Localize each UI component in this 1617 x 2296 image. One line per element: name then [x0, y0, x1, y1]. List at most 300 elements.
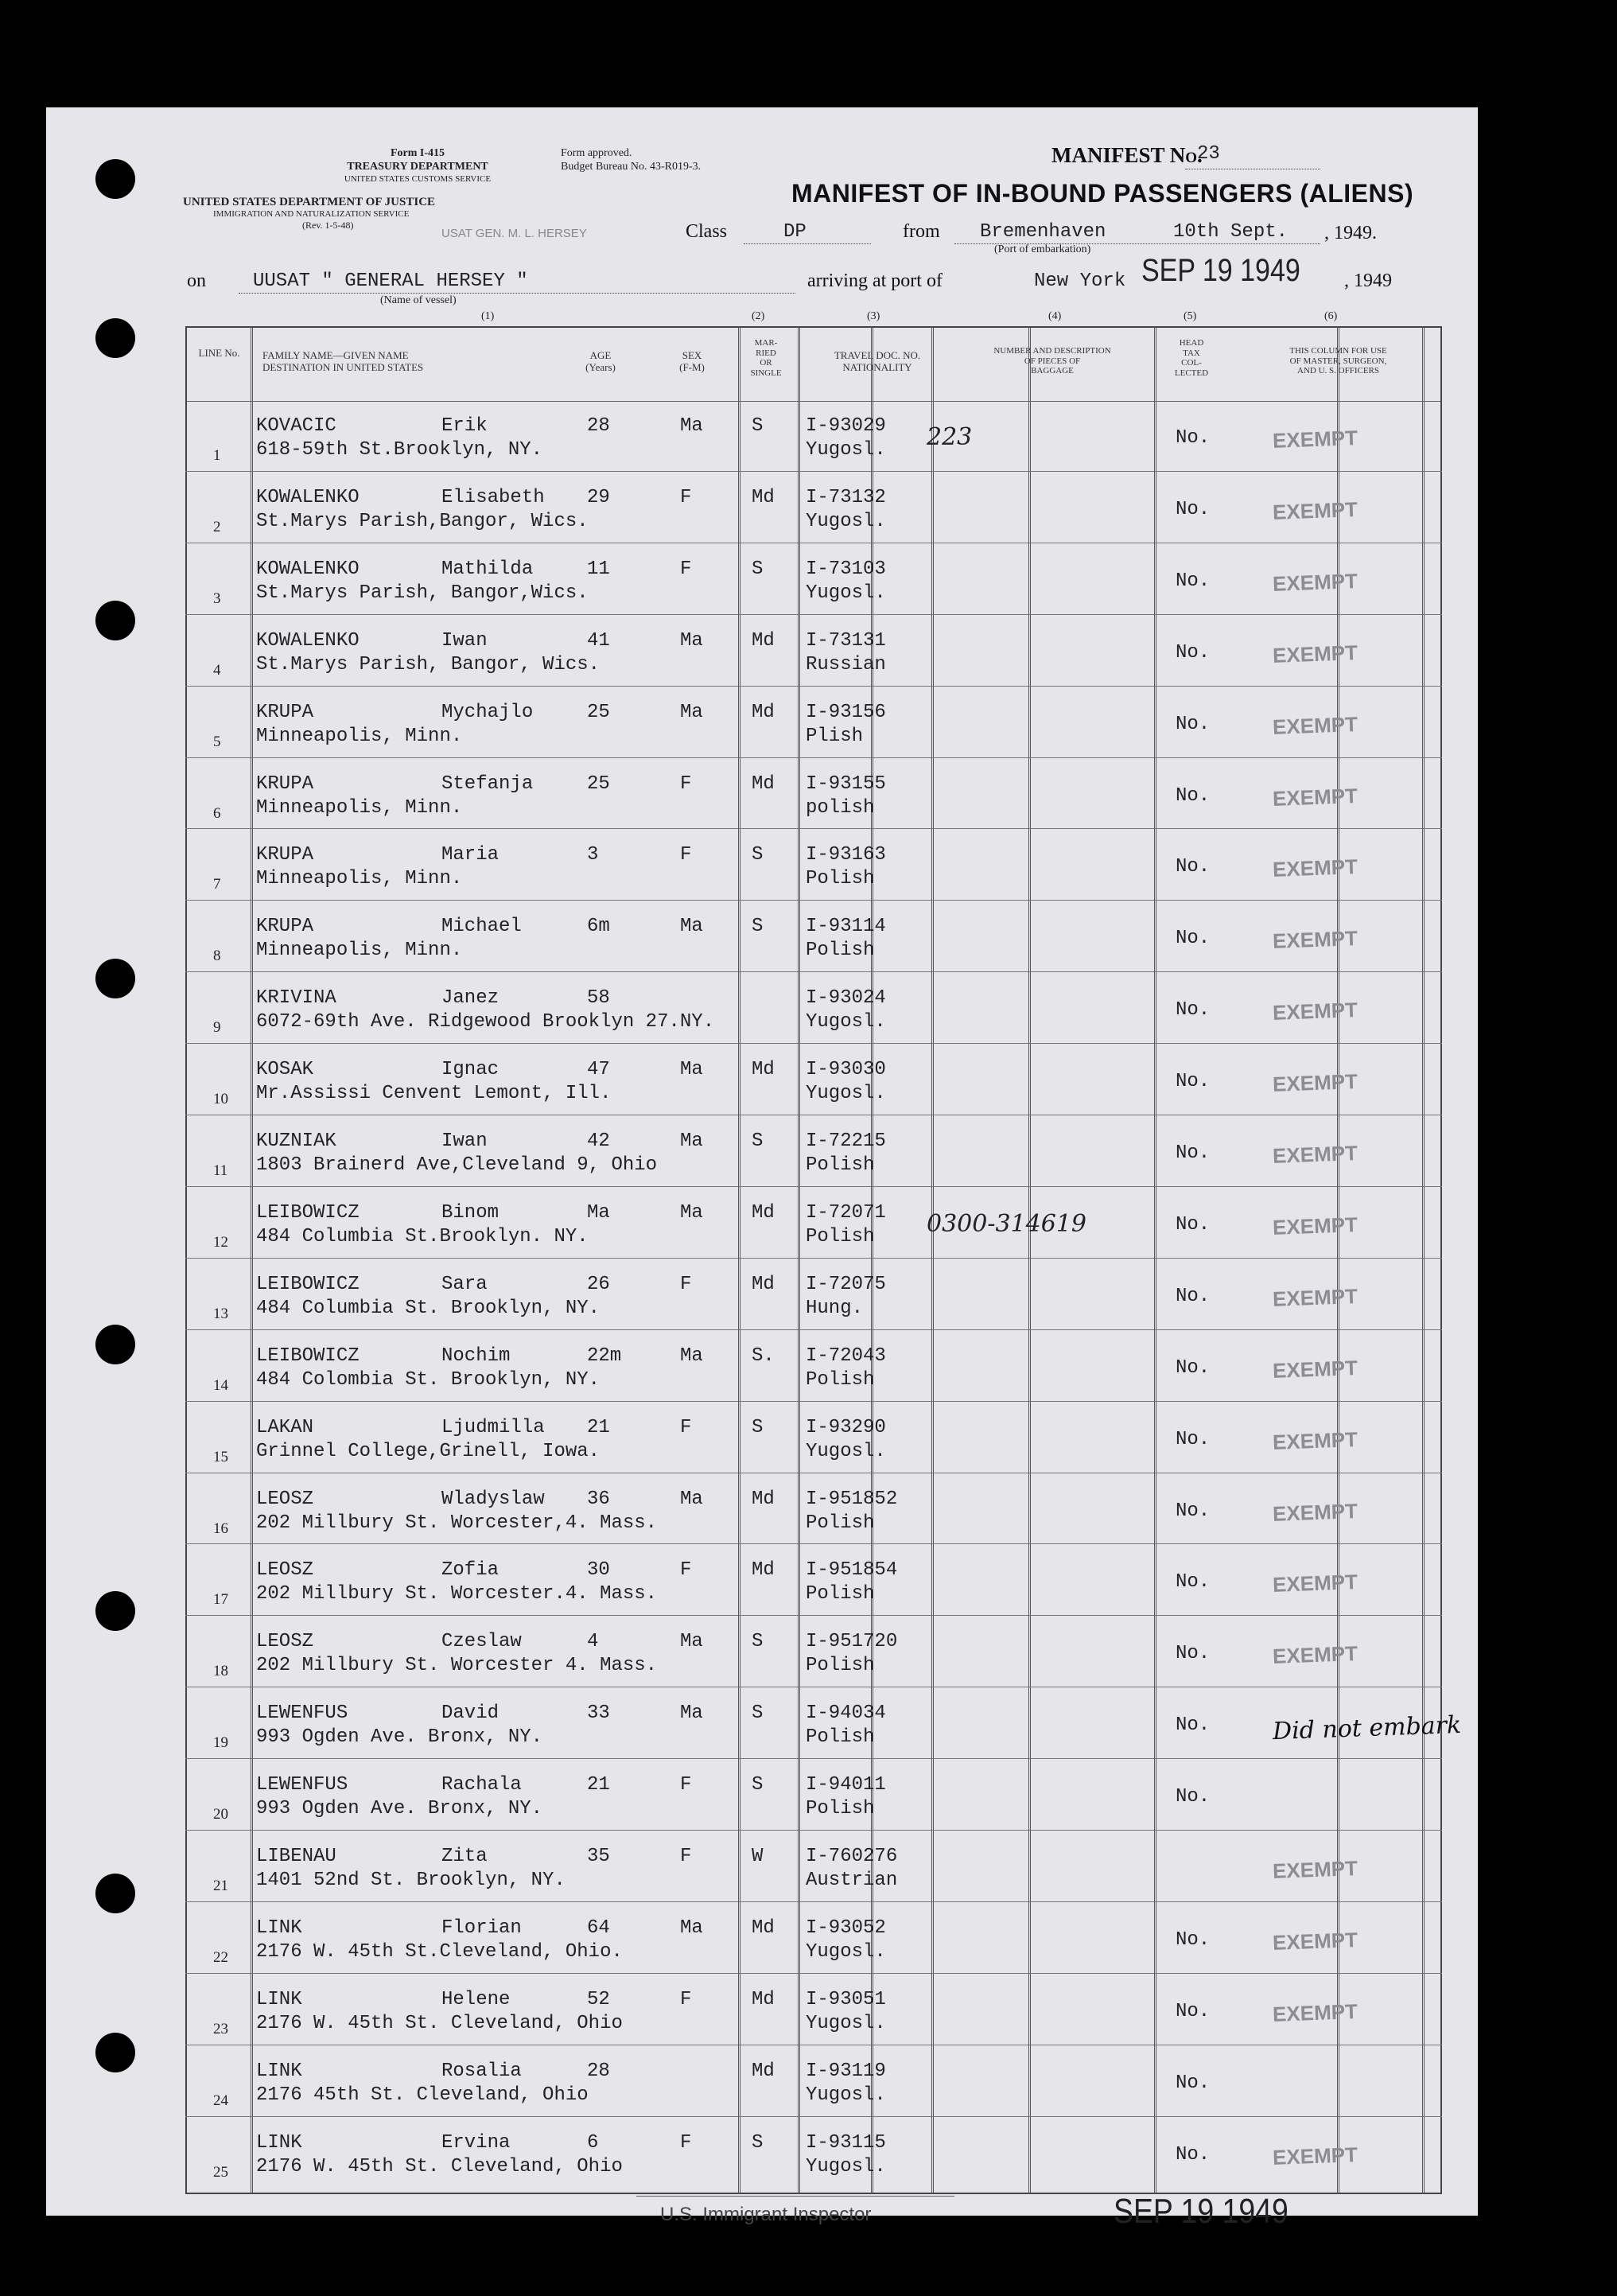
binder-hole	[95, 2033, 135, 2072]
marital-status: Md	[752, 772, 775, 795]
travel-doc-no: I-93030	[806, 1059, 886, 1081]
age: 6	[587, 2131, 599, 2154]
head-tax: No.	[1176, 1643, 1211, 1665]
arriving-label: arriving at port of	[807, 270, 943, 291]
colnum-3: (3)	[867, 310, 880, 322]
given-name: Czeslaw	[441, 1631, 522, 1653]
nationality: Polish	[806, 1655, 875, 1677]
baggage: 223	[927, 423, 973, 451]
vessel-stamp: USAT GEN. M. L. HERSEY	[441, 227, 587, 240]
head-tax: No.	[1176, 1786, 1211, 1808]
line-number: 20	[213, 1806, 228, 1823]
officer-note: EXEMPT	[1272, 926, 1359, 954]
nationality: Polish	[806, 1154, 875, 1176]
line-number: 13	[213, 1305, 228, 1322]
age: 41	[587, 629, 610, 652]
nationality: Hung.	[806, 1297, 864, 1319]
family-name: KRUPA	[256, 916, 314, 938]
family-name: LAKAN	[256, 1416, 314, 1438]
officer-note: EXEMPT	[1272, 497, 1359, 524]
age: 25	[587, 772, 610, 795]
manifest-number: 23	[1197, 143, 1220, 165]
nationality: Yugosl.	[806, 2084, 886, 2106]
colnum-4: (4)	[1048, 310, 1062, 322]
head-tax: No.	[1176, 570, 1211, 592]
destination: 2176 45th St. Cleveland, Ohio	[256, 2084, 589, 2106]
sex: F	[680, 1846, 692, 1867]
given-name: Ervina	[441, 2131, 511, 2154]
age: 21	[587, 1416, 610, 1438]
family-name: KRUPA	[256, 772, 314, 795]
year-2: , 1949	[1344, 270, 1392, 291]
header-divider	[187, 401, 1440, 402]
row-divider	[185, 828, 1442, 829]
colnum-5: (5)	[1184, 310, 1197, 322]
age: 29	[587, 486, 610, 508]
sex: F	[680, 1559, 692, 1582]
approval-block	[561, 147, 701, 174]
travel-doc-no: I-93290	[806, 1416, 886, 1438]
sex: F	[680, 844, 692, 866]
column-divider	[1154, 326, 1155, 2194]
marital-status: Md	[752, 629, 775, 652]
line-number: 7	[213, 876, 221, 893]
family-name: KUZNIAK	[256, 1130, 336, 1152]
travel-doc-no: I-93052	[806, 1917, 886, 1939]
head-tax: No.	[1176, 999, 1211, 1022]
marital-status: S	[752, 415, 764, 437]
family-name: LEIBOWICZ	[256, 1201, 360, 1224]
given-name: Zita	[441, 1846, 488, 1867]
arrival-date-stamp: SEP 19 1949	[1141, 253, 1300, 288]
travel-doc-no: I-93114	[806, 916, 886, 938]
line-number: 1	[213, 447, 221, 464]
column-divider	[1028, 326, 1029, 2194]
line-number: 11	[213, 1162, 228, 1179]
line-number: 21	[213, 1878, 228, 1894]
colnum-6: (6)	[1324, 310, 1338, 322]
header-name: FAMILY NAME—GIVEN NAME DESTINATION IN UNITED STATES	[262, 349, 424, 373]
age: 47	[587, 1059, 610, 1081]
age: 21	[587, 1774, 610, 1796]
travel-doc-no: I-93155	[806, 772, 886, 795]
column-divider	[1030, 328, 1031, 2193]
family-name: LEWENFUS	[256, 1774, 348, 1796]
travel-doc-no: I-951720	[806, 1631, 898, 1653]
family-name: LEOSZ	[256, 1559, 314, 1582]
marital-status: Md	[752, 1059, 775, 1081]
line-number: 9	[213, 1019, 221, 1037]
officer-note: EXEMPT	[1272, 783, 1359, 811]
line-number: 4	[213, 661, 221, 679]
officer-note: EXEMPT	[1272, 1283, 1359, 1311]
row-divider	[185, 2116, 1442, 2117]
form-number: Form I-415	[390, 147, 445, 159]
port-value: New York	[1034, 270, 1126, 292]
marital-status: Md	[752, 486, 775, 508]
destination: 1803 Brainerd Ave,Cleveland 9, Ohio	[256, 1154, 658, 1176]
line-number: 17	[213, 1591, 228, 1609]
family-name: LINK	[256, 1917, 302, 1939]
footer-date-stamp: SEP 19 1949	[1114, 2192, 1289, 2231]
destination: Grinnel College,Grinell, Iowa.	[256, 1440, 601, 1462]
head-tax: No.	[1176, 641, 1211, 664]
officer-note: EXEMPT	[1272, 711, 1359, 739]
given-name: Rosalia	[441, 2060, 522, 2082]
travel-doc-no: I-72043	[806, 1345, 886, 1367]
officer-note: EXEMPT	[1272, 854, 1359, 882]
age: 30	[587, 1559, 610, 1582]
sex: F	[680, 1774, 692, 1796]
family-name: KOWALENKO	[256, 486, 360, 508]
sex: Ma	[680, 415, 703, 437]
destination: St.Marys Parish,Bangor, Wics.	[256, 510, 589, 532]
given-name: Ignac	[441, 1059, 499, 1081]
sex: F	[680, 1416, 692, 1438]
head-tax: No.	[1176, 1571, 1211, 1594]
head-tax: No.	[1176, 1428, 1211, 1450]
travel-doc-no: I-73103	[806, 558, 886, 580]
nationality: Yugosl.	[806, 510, 886, 532]
binder-hole	[95, 1874, 135, 1913]
family-name: KRIVINA	[256, 987, 336, 1010]
marital-status: Md	[752, 1988, 775, 2010]
travel-doc-no: I-73132	[806, 486, 886, 508]
marital-status: Md	[752, 1273, 775, 1295]
header-baggage: NUMBER AND DESCRIPTION OF PIECES OF BAGGAGE	[993, 346, 1111, 376]
family-name: LEIBOWICZ	[256, 1273, 360, 1295]
budget-bureau: Budget Bureau No. 43-R019-3.	[561, 160, 702, 173]
travel-doc-no: I-94034	[806, 1703, 886, 1725]
line-number: 14	[213, 1376, 228, 1394]
age: 52	[587, 1988, 610, 2010]
given-name: Helene	[441, 1988, 511, 2010]
from-value: Bremenhaven	[980, 221, 1106, 243]
age: 3	[587, 844, 599, 866]
column-divider	[798, 326, 799, 2194]
travel-doc-no: I-72215	[806, 1130, 886, 1152]
row-divider	[185, 1329, 1442, 1330]
age: 33	[587, 1703, 610, 1725]
column-divider	[738, 326, 739, 2194]
travel-doc-no: I-760276	[806, 1846, 898, 1867]
marital-status: Md	[752, 2060, 775, 2082]
nationality: Yugosl.	[806, 1083, 886, 1105]
marital-status: S	[752, 916, 764, 938]
line-number: 15	[213, 1448, 228, 1465]
officer-note: EXEMPT	[1272, 640, 1359, 667]
column-divider	[1337, 326, 1338, 2194]
port-embark-caption: (Port of embarkation)	[994, 243, 1091, 255]
head-tax: No.	[1176, 1213, 1211, 1236]
colnum-2: (2)	[752, 310, 765, 322]
line-number: 19	[213, 1734, 228, 1752]
nationality: Polish	[806, 1726, 875, 1749]
sex: F	[680, 558, 692, 580]
sex: F	[680, 486, 692, 508]
row-divider	[185, 1043, 1442, 1044]
nationality: Polish	[806, 1368, 875, 1391]
sex: Ma	[680, 701, 703, 723]
head-tax: No.	[1176, 1356, 1211, 1379]
header-head-tax: HEAD TAX COL- LECTED	[1174, 338, 1209, 378]
head-tax: No.	[1176, 2000, 1211, 2022]
given-name: Elisabeth	[441, 486, 545, 508]
family-name: LEIBOWICZ	[256, 1345, 360, 1367]
form-approved: Form approved.	[561, 147, 632, 159]
line-number: 2	[213, 518, 221, 535]
age: 28	[587, 415, 610, 437]
sex: F	[680, 1273, 692, 1295]
given-name: Mathilda	[441, 558, 534, 580]
family-name: KRUPA	[256, 701, 314, 723]
destination: Mr.Assissi Cenvent Lemont, Ill.	[256, 1083, 612, 1105]
travel-doc-no: I-73131	[806, 629, 886, 652]
nationality: Plish	[806, 725, 864, 747]
travel-doc-no: I-93024	[806, 987, 886, 1010]
baggage: 0300-314619	[927, 1209, 1087, 1238]
age: 42	[587, 1130, 610, 1152]
row-divider	[185, 1758, 1442, 1759]
age: 36	[587, 1488, 610, 1510]
justice-dept: UNITED STATES DEPARTMENT OF JUSTICE	[183, 196, 436, 208]
row-divider	[185, 900, 1442, 901]
header-age: AGE (Years)	[585, 349, 616, 373]
nationality: Russian	[806, 653, 886, 675]
head-tax: No.	[1176, 1928, 1211, 1951]
sex: Ma	[680, 1703, 703, 1725]
given-name: Sara	[441, 1273, 488, 1295]
binder-hole	[95, 1591, 135, 1631]
destination: 202 Millbury St. Worcester.4. Mass.	[256, 1583, 658, 1605]
row-divider	[185, 471, 1442, 472]
row-divider	[185, 1258, 1442, 1259]
nationality: Yugosl.	[806, 2012, 886, 2034]
destination: Minneapolis, Minn.	[256, 796, 463, 819]
destination: 993 Ogden Ave. Bronx, NY.	[256, 1798, 543, 1820]
inspector-caption: U.S. Immigrant Inspector	[660, 2204, 872, 2225]
given-name: Iwan	[441, 629, 488, 652]
family-name: LIBENAU	[256, 1846, 336, 1867]
given-name: Wladyslaw	[441, 1488, 545, 1510]
row-divider	[185, 971, 1442, 972]
header-travel-doc: TRAVEL DOC. NO. NATIONALITY	[834, 349, 921, 373]
sex: Ma	[680, 1917, 703, 1939]
vessel-underline	[239, 293, 795, 294]
vessel-name: UUSAT " GENERAL HERSEY "	[253, 270, 528, 292]
row-divider	[185, 1615, 1442, 1616]
family-name: KOSAK	[256, 1059, 314, 1081]
marital-status: S	[752, 1416, 764, 1438]
destination: 484 Columbia St.Brooklyn. NY.	[256, 1225, 589, 1247]
column-divider	[1422, 326, 1423, 2194]
given-name: Erik	[441, 415, 488, 437]
head-tax: No.	[1176, 1142, 1211, 1164]
family-name: LINK	[256, 2131, 302, 2154]
signature-line	[636, 2196, 954, 2197]
officer-note: EXEMPT	[1272, 1641, 1359, 1669]
given-name: Janez	[441, 987, 499, 1010]
age: 58	[587, 987, 610, 1010]
nationality: Yugosl.	[806, 582, 886, 604]
sex: Ma	[680, 1059, 703, 1081]
nationality: Yugosl.	[806, 1011, 886, 1033]
nationality: Polish	[806, 868, 875, 890]
sex: Ma	[680, 1201, 703, 1224]
binder-hole	[95, 318, 135, 358]
nationality: Austrian	[806, 1870, 898, 1891]
line-number: 10	[213, 1091, 228, 1108]
travel-doc-no: I-93119	[806, 2060, 886, 2082]
given-name: Binom	[441, 1201, 499, 1224]
sex: Ma	[680, 1345, 703, 1367]
sex: F	[680, 772, 692, 795]
head-tax: No.	[1176, 856, 1211, 878]
head-tax: No.	[1176, 1071, 1211, 1093]
marital-status: S	[752, 844, 764, 866]
family-name: LEOSZ	[256, 1488, 314, 1510]
nationality: Yugosl.	[806, 1440, 886, 1462]
given-name: Nochim	[441, 1345, 511, 1367]
destination: 2176 W. 45th St. Cleveland, Ohio	[256, 2155, 623, 2177]
travel-doc-no: I-93029	[806, 415, 886, 437]
marital-status: S	[752, 1631, 764, 1653]
officer-note: EXEMPT	[1272, 1212, 1359, 1239]
family-name: KRUPA	[256, 844, 314, 866]
departure-date: 10th Sept.	[1173, 221, 1289, 243]
officer-note: EXEMPT	[1272, 568, 1359, 596]
officer-note: EXEMPT	[1272, 998, 1359, 1025]
given-name: Zofia	[441, 1559, 499, 1582]
marital-status: S.	[752, 1345, 775, 1367]
head-tax: No.	[1176, 427, 1211, 449]
marital-status: Md	[752, 1488, 775, 1510]
family-name: KOWALENKO	[256, 629, 360, 652]
nationality: Polish	[806, 1512, 875, 1534]
travel-doc-no: I-93163	[806, 844, 886, 866]
officer-note: EXEMPT	[1272, 426, 1359, 453]
marital-status: S	[752, 1703, 764, 1725]
sex: Ma	[680, 629, 703, 652]
ins-label: IMMIGRATION AND NATURALIZATION SERVICE	[213, 209, 410, 219]
officer-note: EXEMPT	[1272, 1426, 1359, 1454]
sex: Ma	[680, 1631, 703, 1653]
travel-doc-no: I-93051	[806, 1988, 886, 2010]
age: 26	[587, 1273, 610, 1295]
treasury-dept: TREASURY DEPARTMENT	[347, 160, 488, 173]
given-name: Florian	[441, 1917, 522, 1939]
given-name: Michael	[441, 916, 522, 938]
destination: 2176 W. 45th St. Cleveland, Ohio	[256, 2012, 623, 2034]
age: 11	[587, 558, 610, 580]
given-name: Stefanja	[441, 772, 534, 795]
binder-hole	[95, 601, 135, 640]
destination: 1401 52nd St. Brooklyn, NY.	[256, 1870, 566, 1891]
given-name: Maria	[441, 844, 499, 866]
destination: 484 Colombia St. Brooklyn, NY.	[256, 1368, 601, 1391]
sex: Ma	[680, 916, 703, 938]
marital-status: S	[752, 2131, 764, 2154]
family-name: LINK	[256, 1988, 302, 2010]
officer-note: EXEMPT	[1272, 1928, 1359, 1955]
marital-status: S	[752, 1774, 764, 1796]
officer-note: EXEMPT	[1272, 1355, 1359, 1383]
rev-label: (Rev. 1-5-48)	[302, 220, 354, 232]
line-number: 16	[213, 1520, 228, 1537]
sex: Ma	[680, 1130, 703, 1152]
family-name: KOVACIC	[256, 415, 336, 437]
age: 35	[587, 1846, 610, 1867]
nationality: Yugosl.	[806, 2155, 886, 2177]
line-number: 25	[213, 2163, 228, 2181]
line-number: 5	[213, 733, 221, 750]
destination: 484 Columbia St. Brooklyn, NY.	[256, 1297, 601, 1319]
class-value: DP	[783, 221, 807, 243]
line-number: 23	[213, 2020, 228, 2037]
head-tax: No.	[1176, 1285, 1211, 1307]
manifest-label: MANIFEST No.	[1051, 143, 1203, 167]
nationality: Yugosl.	[806, 1940, 886, 1963]
age: 64	[587, 1917, 610, 1939]
class-underline	[744, 243, 871, 244]
officer-note: EXEMPT	[1272, 1141, 1359, 1168]
destination: Minneapolis, Minn.	[256, 940, 463, 962]
row-divider	[185, 1401, 1442, 1402]
officer-note: EXEMPT	[1272, 2142, 1359, 2170]
destination: St.Marys Parish, Bangor,Wics.	[256, 582, 589, 604]
year-1: , 1949.	[1324, 223, 1377, 243]
line-number: 18	[213, 1663, 228, 1680]
row-divider	[185, 614, 1442, 615]
travel-doc-no: I-72071	[806, 1201, 886, 1224]
destination: Minneapolis, Minn.	[256, 725, 463, 747]
line-number: 24	[213, 2092, 228, 2109]
officer-note: EXEMPT	[1272, 1856, 1359, 1883]
form-header-left	[322, 147, 513, 185]
given-name: Ljudmilla	[441, 1416, 545, 1438]
head-tax: No.	[1176, 2143, 1211, 2166]
age: 25	[587, 701, 610, 723]
colnum-1: (1)	[481, 310, 495, 322]
column-divider	[871, 326, 872, 2194]
nationality: polish	[806, 796, 875, 819]
binder-hole	[95, 1325, 135, 1364]
nationality: Polish	[806, 1583, 875, 1605]
marital-status: Md	[752, 1917, 775, 1939]
age: 28	[587, 2060, 610, 2082]
officer-note: EXEMPT	[1272, 1570, 1359, 1597]
head-tax: No.	[1176, 2072, 1211, 2094]
given-name: Iwan	[441, 1130, 488, 1152]
sex: F	[680, 2131, 692, 2154]
row-divider	[185, 1973, 1442, 1974]
marital-status: W	[752, 1846, 764, 1867]
column-divider	[933, 328, 934, 2193]
travel-doc-no: I-951854	[806, 1559, 898, 1582]
nationality: Polish	[806, 1798, 875, 1820]
marital-status: Md	[752, 701, 775, 723]
sex: F	[680, 1988, 692, 2010]
line-number: 8	[213, 948, 221, 965]
travel-doc-no: I-72075	[806, 1273, 886, 1295]
justice-block	[183, 195, 549, 232]
age: 6m	[587, 916, 610, 938]
passenger-table	[185, 326, 1442, 2194]
line-number: 6	[213, 804, 221, 822]
row-divider	[185, 1830, 1442, 1831]
marital-status: S	[752, 1130, 764, 1152]
on-label: on	[187, 270, 206, 291]
